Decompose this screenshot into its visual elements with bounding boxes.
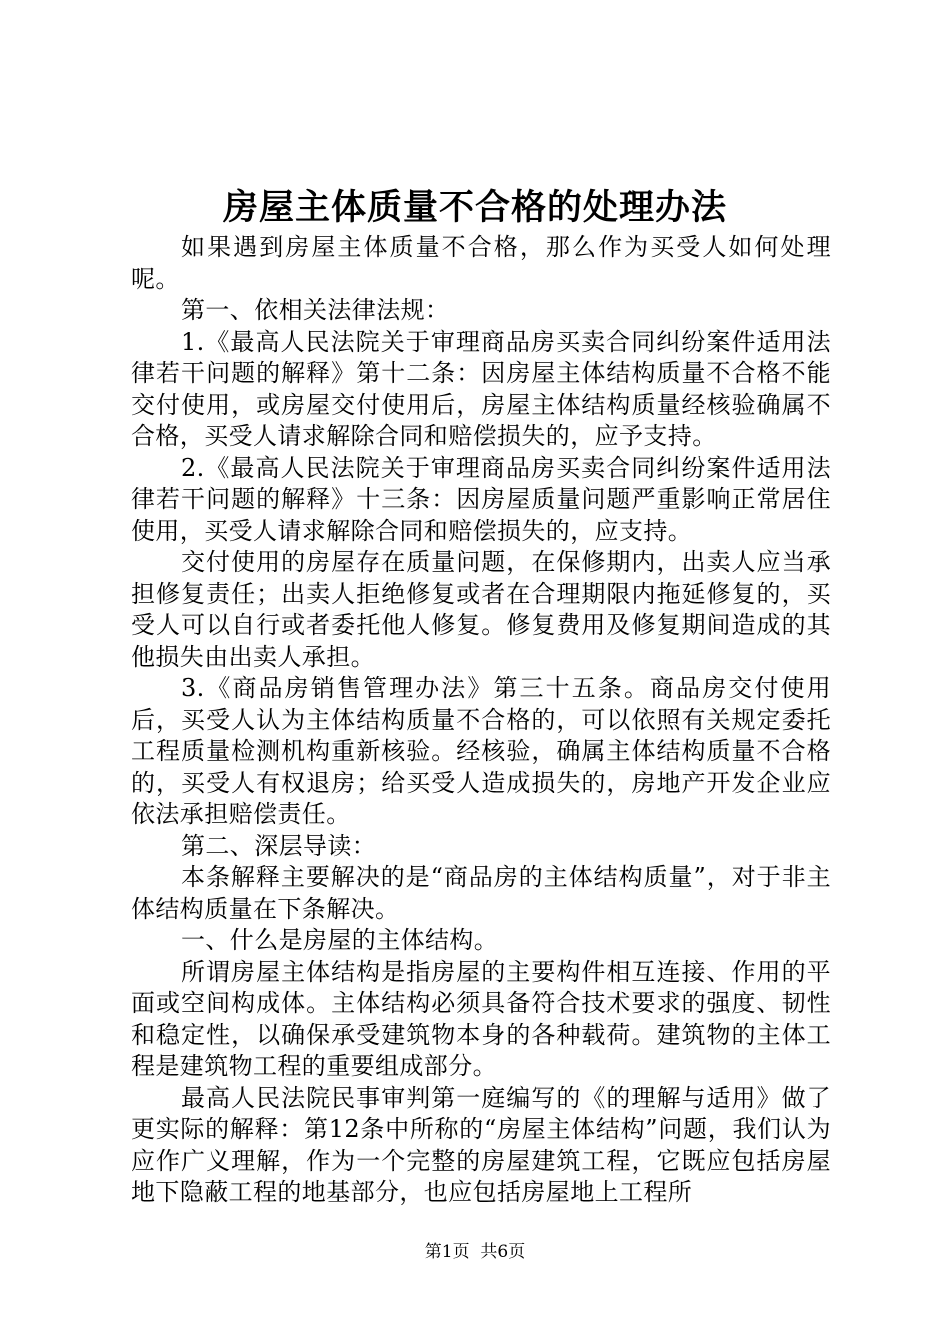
paragraph-law-item-3: 3.《商品房销售管理办法》第三十五条。商品房交付使用后，买受人认为主体结构质量不合格的，可以依照有关规定委托工程质量检测机构重新核验。经核验，确属主体结构质量不合格的，买受人有权退房；给买受人造成损失的，房地产开发企业应依法承担赔偿责任。: [131, 674, 831, 828]
paragraph-supreme-court-explanation: 最高人民法院民事审判第一庭编写的《的理解与适用》做了更实际的解释：第12条中所称的“房屋主体结构”问题，我们认为应作广义理解，作为一个完整的房屋建筑工程，它既应包括房屋地下隐蔽工程的地基部分，也应包括房屋地上工程所: [131, 1083, 831, 1206]
paragraph-law-item-2: 2.《最高人民法院关于审理商品房买卖合同纠纷案件适用法律若干问题的解释》十三条：因房屋质量问题严重影响正常居住使用，买受人请求解除合同和赔偿损失的，应支持。: [131, 453, 831, 545]
paragraph-section-two-heading: 第二、深层导读：: [181, 831, 377, 860]
paragraph-interpretation: 本条解释主要解决的是“商品房的主体结构质量”，对于非主体结构质量在下条解决。: [131, 863, 831, 923]
paragraph-subheading-main-structure: 一、什么是房屋的主体结构。: [181, 926, 499, 954]
paragraph-law-item-1: 1.《最高人民法院关于审理商品房买卖合同纠纷案件适用法律若干问题的解释》第十二条：因房屋主体结构质量不合格不能交付使用，或房屋交付使用后，房屋主体结构质量经核验确属不合格，买受人请求解除合同和赔偿损失的，应予支持。: [131, 327, 831, 450]
page-total: 共6页: [480, 1242, 526, 1262]
document-body: [131, 232, 831, 1209]
page-number: 第1页: [424, 1242, 470, 1262]
paragraph-main-structure-definition: 所谓房屋主体结构是指房屋的主要构件相互连接、作用的平面或空间构成体。主体结构必须具备符合技术要求的强度、韧性和稳定性，以确保承受建筑物本身的各种载荷。建筑物的主体工程是建筑物工程的重要组成部分。: [131, 957, 831, 1080]
paragraph-warranty: 交付使用的房屋存在质量问题，在保修期内，出卖人应当承担修复责任；出卖人拒绝修复或者在合理期限内拖延修复的，买受人可以自行或者委托他人修复。修复费用及修复期间造成的其他损失由出卖人承担。: [131, 548, 831, 671]
paragraph-intro: 如果遇到房屋主体质量不合格，那么作为买受人如何处理呢。: [131, 233, 831, 293]
paragraph-section-one-heading: 第一、依相关法律法规：: [181, 296, 450, 324]
page-footer: [0, 1240, 950, 1264]
document-title: 房屋主体质量不合格的处理办法: [222, 187, 727, 228]
